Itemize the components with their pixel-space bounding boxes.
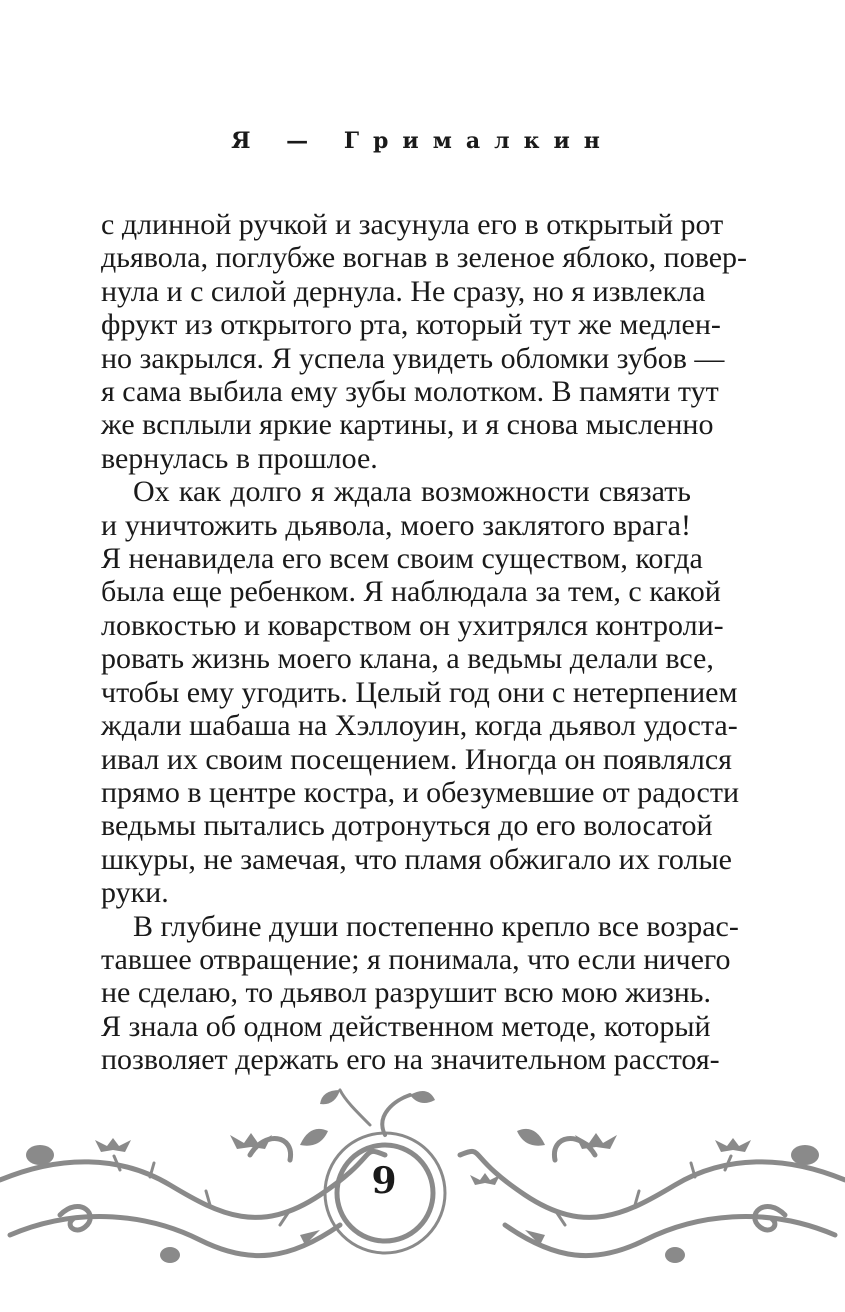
paragraph-2 <box>101 475 740 910</box>
text-line: была еще ребенком. Я наблюдала за тем, с какой <box>101 575 721 609</box>
thorny-vine-bats-ornament-icon <box>0 1085 845 1295</box>
text-line: Ох как долго я ждала возможности связать <box>133 475 691 509</box>
text-line: Я ненавидела его всем своим существом, когда <box>101 542 703 576</box>
text-line: ровать жизнь моего клана, а ведьмы делали все, <box>101 642 714 676</box>
text-line: тавшее отвращение; я понимала, что если ничего <box>101 942 731 976</box>
text-line: позволяет держать его на значительном расстоя- <box>101 1043 720 1077</box>
text-line: но закрылся. Я успела увидеть обломки зубов — <box>101 341 725 375</box>
text-line: ловкостью и коварством он ухитрялся контроли- <box>101 608 724 642</box>
paragraph-3 <box>101 909 739 1077</box>
page-number: 9 <box>371 1160 397 1202</box>
text-line: дьявола, поглубже вогнав в зеленое яблоко, повер- <box>101 241 748 275</box>
text-line: чтобы ему угодить. Целый год они с нетерпением <box>101 675 738 709</box>
text-line: фрукт из открытого рта, который тут же медлен- <box>101 308 721 342</box>
text-line: вернулась в прошлое. <box>101 441 378 475</box>
text-line: шкуры, не замечая, что пламя обжигало их голые <box>101 842 732 876</box>
text-line: ивал их своим посещением. Иногда он появлялся <box>101 742 732 776</box>
text-line: с длинной ручкой и засунула его в открытый рот <box>101 208 724 241</box>
text-line: же всплыли яркие картины, и я снова мысленно <box>101 408 714 442</box>
text-line: не сделаю, то дьявол разрушит всю мою жизнь. <box>101 976 711 1010</box>
text-line: ведьмы пытались дотронуться до его волосатой <box>101 809 713 843</box>
body-text <box>101 208 748 1077</box>
text-line: прямо в центре костра, и обезумевшие от радости <box>101 775 740 809</box>
text-line: нула и с силой дернула. Не сразу, но я извлекла <box>101 274 706 308</box>
text-line: ждали шабаша на Хэллоуин, когда дьявол удоста- <box>101 709 738 743</box>
text-line: и уничтожить дьявола, моего заклятого врага! <box>101 508 691 542</box>
paragraph-1 <box>101 208 748 475</box>
running-title: Я — Грималкин <box>231 128 614 154</box>
text-line: В глубине души постепенно крепло все возрас- <box>133 909 739 943</box>
text-line: руки. <box>101 876 169 910</box>
text-line: я сама выбила ему зубы молотком. В памяти тут <box>101 375 719 409</box>
text-line: Я знала об одном действенном методе, который <box>101 1009 711 1043</box>
